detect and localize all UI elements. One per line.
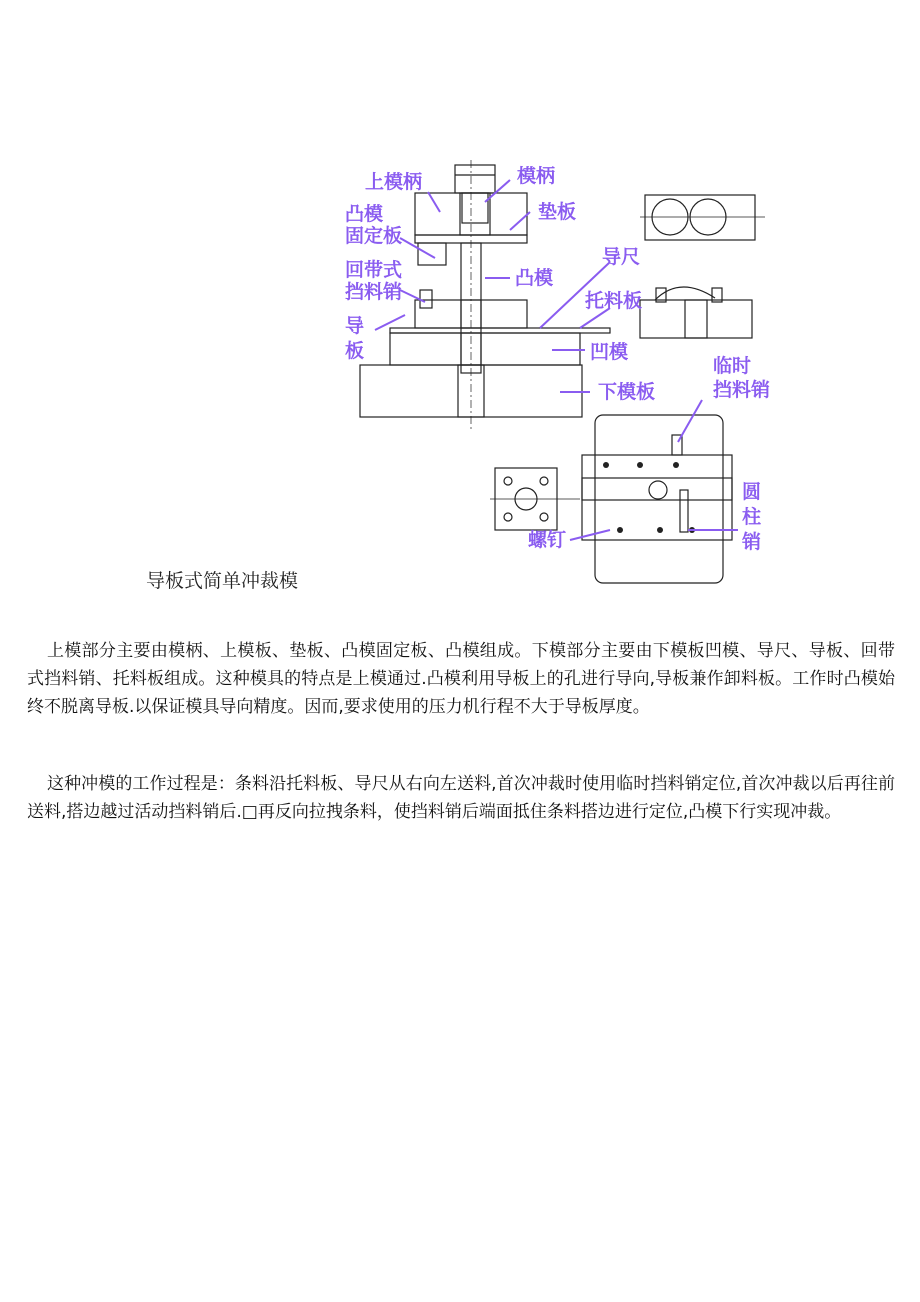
plan-view (582, 415, 732, 583)
label-dao: 导 (345, 315, 365, 337)
label-shang-mo-bing: 上模柄 (365, 171, 423, 193)
paragraph-structure: 上模部分主要由模柄、上模板、垫板、凸模固定板、凸模组成。下模部分主要由下模板凹模、导尺、导板、回带式挡料销、托料板组成。这种模具的特点是上模通过.凸模利用导板上的孔进行导向,导板兼作卸料板。工作时凸模始终不脱离导板.以保证模具导向精度。因而,要求使用的压力机行程不大于导板厚度。 (27, 641, 895, 717)
paragraph-process: 这种冲模的工作过程是：条料沿托料板、导尺从右向左送料,首次冲裁时使用临时挡料销定位,首次冲裁以后再往前送料,搭边越过活动挡料销后.□再反向拉拽条料，使挡料销后端面抵住条料搭边进行定位,凸模下行实现冲裁。 (27, 774, 895, 822)
label-xiao: 销 (742, 531, 762, 553)
label-luo-ding: 螺钉 (528, 529, 567, 551)
label-mo-bing: 模柄 (517, 165, 556, 187)
label-dao-chi: 导尺 (602, 246, 641, 268)
label-dang-liao-xiao: 挡料销 (345, 281, 403, 303)
figure-caption: 导板式简单冲裁模 (146, 570, 299, 592)
punch-plan-view (490, 468, 580, 530)
label-zhu: 柱 (742, 506, 762, 528)
label-ban: 板 (345, 340, 365, 362)
label-lin-shi-dang-liao-xiao: 挡料销 (713, 379, 771, 401)
label-ao-mo: 凹模 (590, 341, 629, 363)
label-dian-ban: 垫板 (538, 201, 577, 223)
label-yuan: 圆 (742, 481, 762, 503)
strip-view (640, 195, 765, 240)
label-lin-shi: 临时 (713, 355, 752, 377)
label-tu-mo: 凸模 (345, 203, 384, 225)
label-gu-ding-ban: 固定板 (345, 225, 403, 247)
die-drawing (320, 150, 800, 595)
side-section-view (640, 287, 752, 338)
label-tuo-liao-ban: 托料板 (585, 290, 643, 312)
label-tu-mo-center: 凸模 (515, 267, 554, 289)
label-xia-mo-ban: 下模板 (598, 381, 656, 403)
label-hui-dai-shi: 回带式 (345, 259, 403, 281)
